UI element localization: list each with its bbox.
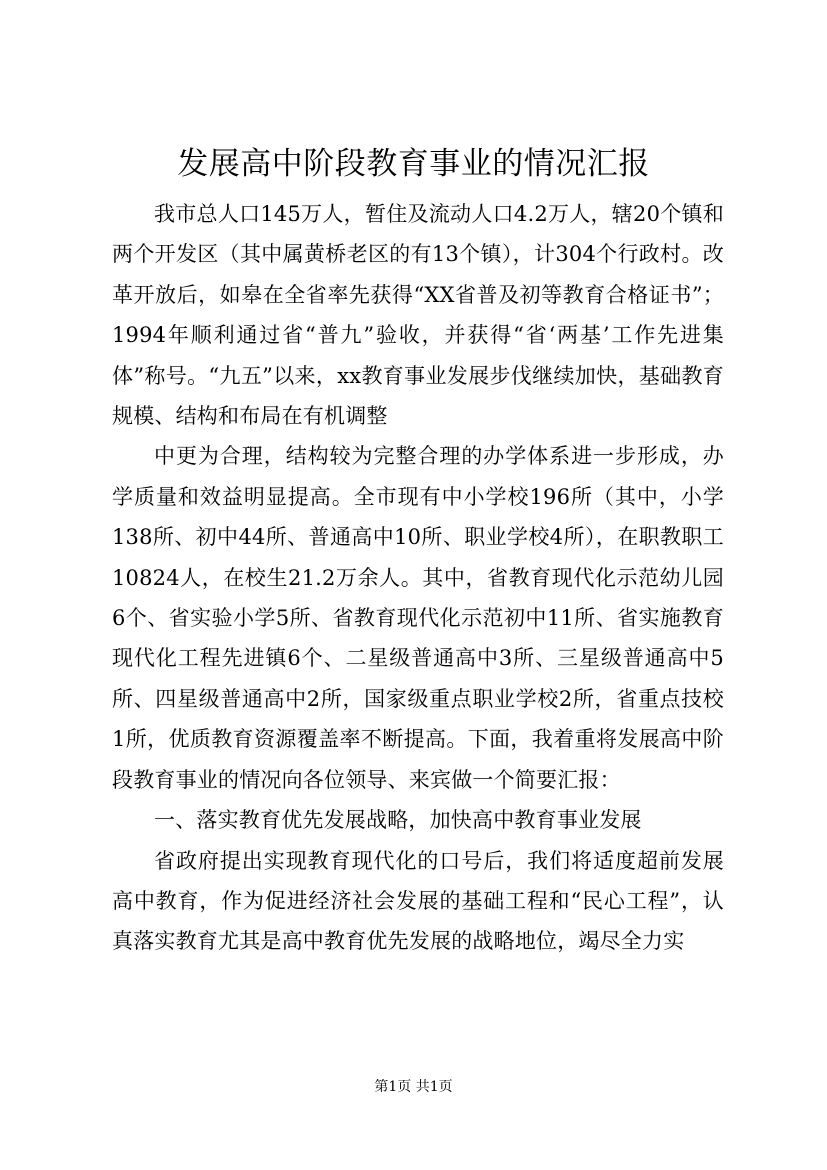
paragraph-3: 省政府提出实现教育现代化的口号后，我们将适度超前发展高中教育，作为促进经济社会发展的基础工程和“民心工程”，认真落实教育尤其是高中教育优先发展的战略地位，竭尽全力实 xyxy=(112,848,724,954)
document-body xyxy=(112,194,724,962)
document-title: 发展高中阶段教育事业的情况汇报 xyxy=(177,146,650,182)
page-footer: 第1页 共1页 xyxy=(374,1079,453,1095)
paragraph-2: 中更为合理，结构较为完整合理的办学体系进一步形成，办学质量和效益明显提高。全市现有中小学校196所（其中，小学138所、初中44所、普通高中10所、职业学校4所），在职教职工10824人，在校生21.2万余人。其中，省教育现代化示范幼儿园6个、省实验小学5所、省教育现代化示范初中11所、省实施教育现代化工程先进镇6个、二星级普通高中3所、三星级普通高中5所、四星级普通高中2所，国家级重点职业学校2所，省重点技校1所，优质教育资源覆盖率不断提高。下面，我着重将发展高中阶段教育事业的情况向各位领导、来宾做一个简要汇报： xyxy=(112,444,724,792)
section-heading: 一、落实教育优先发展战略，加快高中教育事业发展 xyxy=(154,808,642,833)
paragraph-1: 我市总人口145万人，暂住及流动人口4.2万人，辖20个镇和两个开发区（其中属黄桥老区的有13个镇），计304个行政村。改革开放后，如皋在全省率先获得“XX省普及初等教育合格证书”；1994年顺利通过省“普九”验收，并获得“省‘两基’工作先进集体”称号。“九五”以来，xx教育事业发展步伐继续加快，基础教育规模、结构和布局在有机调整 xyxy=(112,202,724,429)
